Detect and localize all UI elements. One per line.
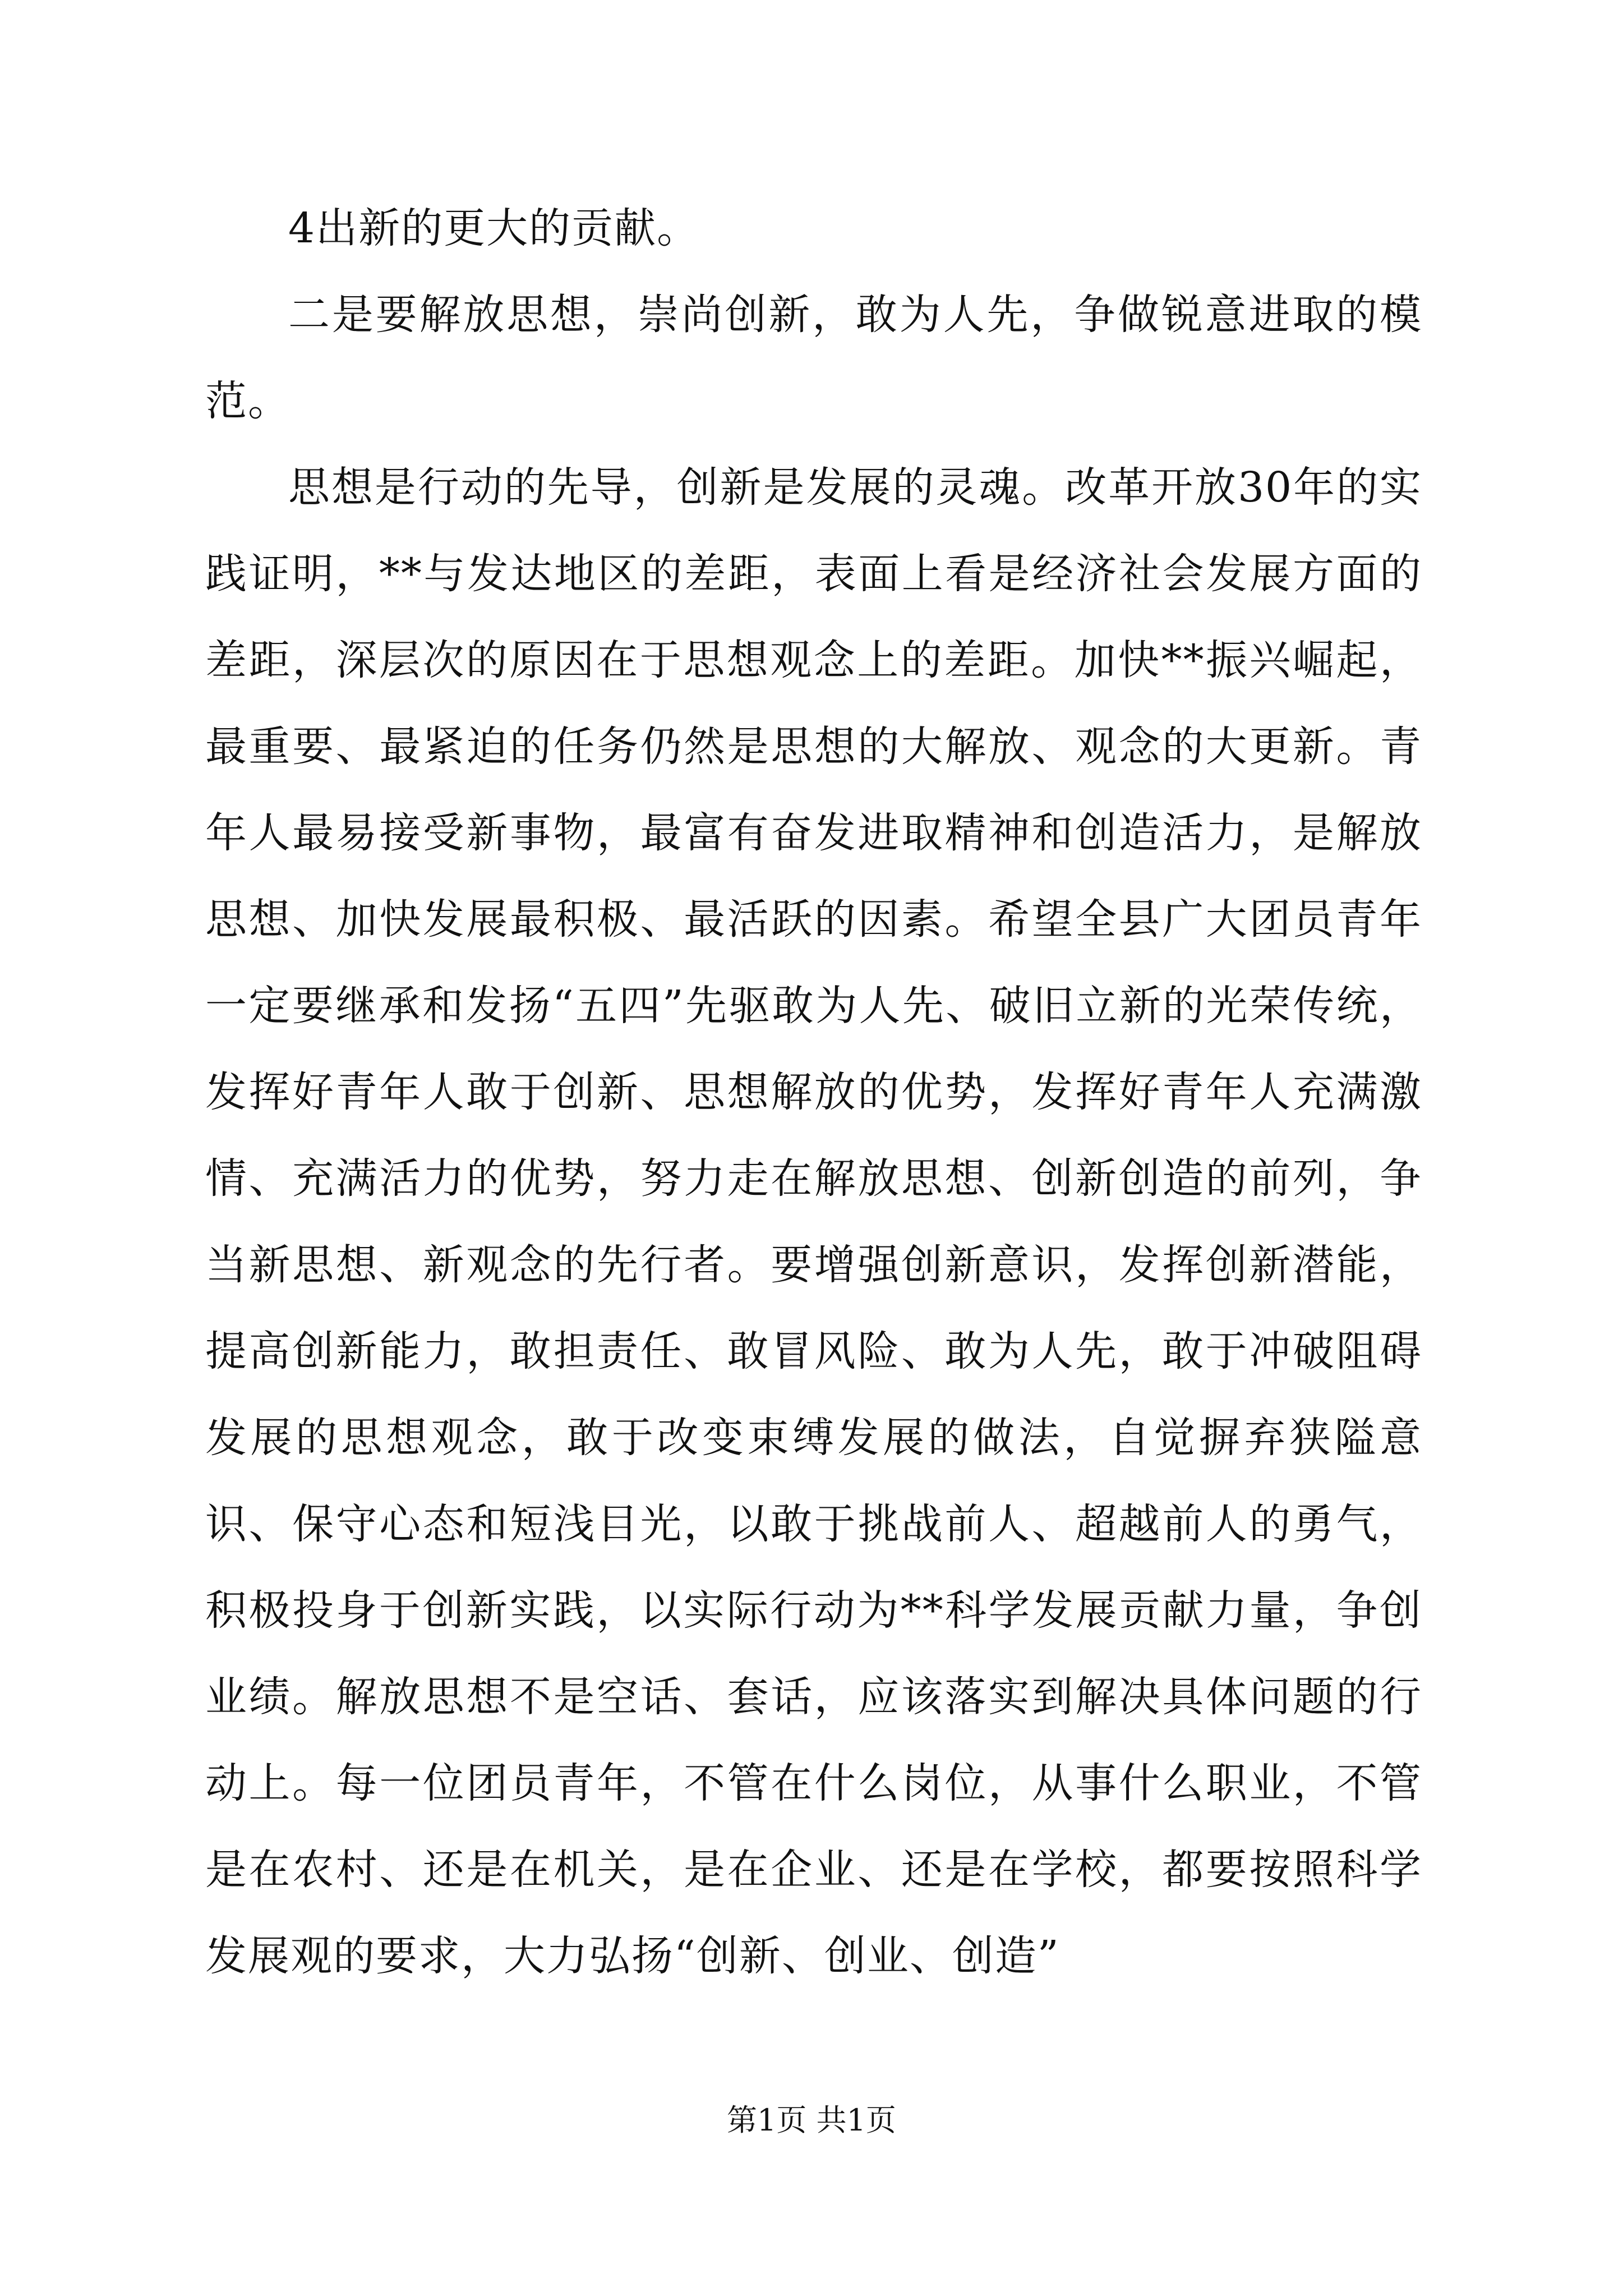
- paragraph-2: 二是要解放思想，崇尚创新，敢为人先，争做锐意进取的模范。: [205, 291, 1422, 425]
- paragraph-3: 思想是行动的先导，创新是发展的灵魂。改革开放30年的实践证明，**与发达地区的差距，表面上看是经济社会发展方面的差距，深层次的原因在于思想观念上的差距。加快**振兴崛起，最重要、最紧迫的任务仍然是思想的大解放、观念的大更新。青年人最易接受新事物，最富有奋发进取精神和创造活力，是解放思想、加快发展最积极、最活跃的因素。希望全县广大团员青年一定要继承和发扬“五四”先驱敢为人先、破旧立新的光荣传统，发挥好青年人敢于创新、思想解放的优势，发挥好青年人充满激情、充满活力的优势，努力走在解放思想、创新创造的前列，争当新思想、新观念的先行者。要增强创新意识，发挥创新潜能，提高创新能力，敢担责任、敢冒风险、敢为人先，敢于冲破阻碍发展的思想观念，敢于改变束缚发展的做法，自觉摒弃狭隘意识、保守心态和短浅目光，以敢于挑战前人、超越前人的勇气，积极投身于创新实践，以实际行动为**科学发展贡献力量，争创业绩。解放思想不是空话、套话，应该落实到解决具体问题的行动上。每一位团员青年，不管在什么岗位，从事什么职业，不管是在农村、还是在机关，是在企业、还是在学校，都要按照科学发展观的要求，大力弘扬“创新、创业、创造”: [205, 463, 1422, 1980]
- page-footer: 第1页 共1页: [727, 2102, 896, 2138]
- paragraph-1: 4出新的更大的贡献。: [288, 204, 700, 252]
- document-body: [205, 185, 1422, 1999]
